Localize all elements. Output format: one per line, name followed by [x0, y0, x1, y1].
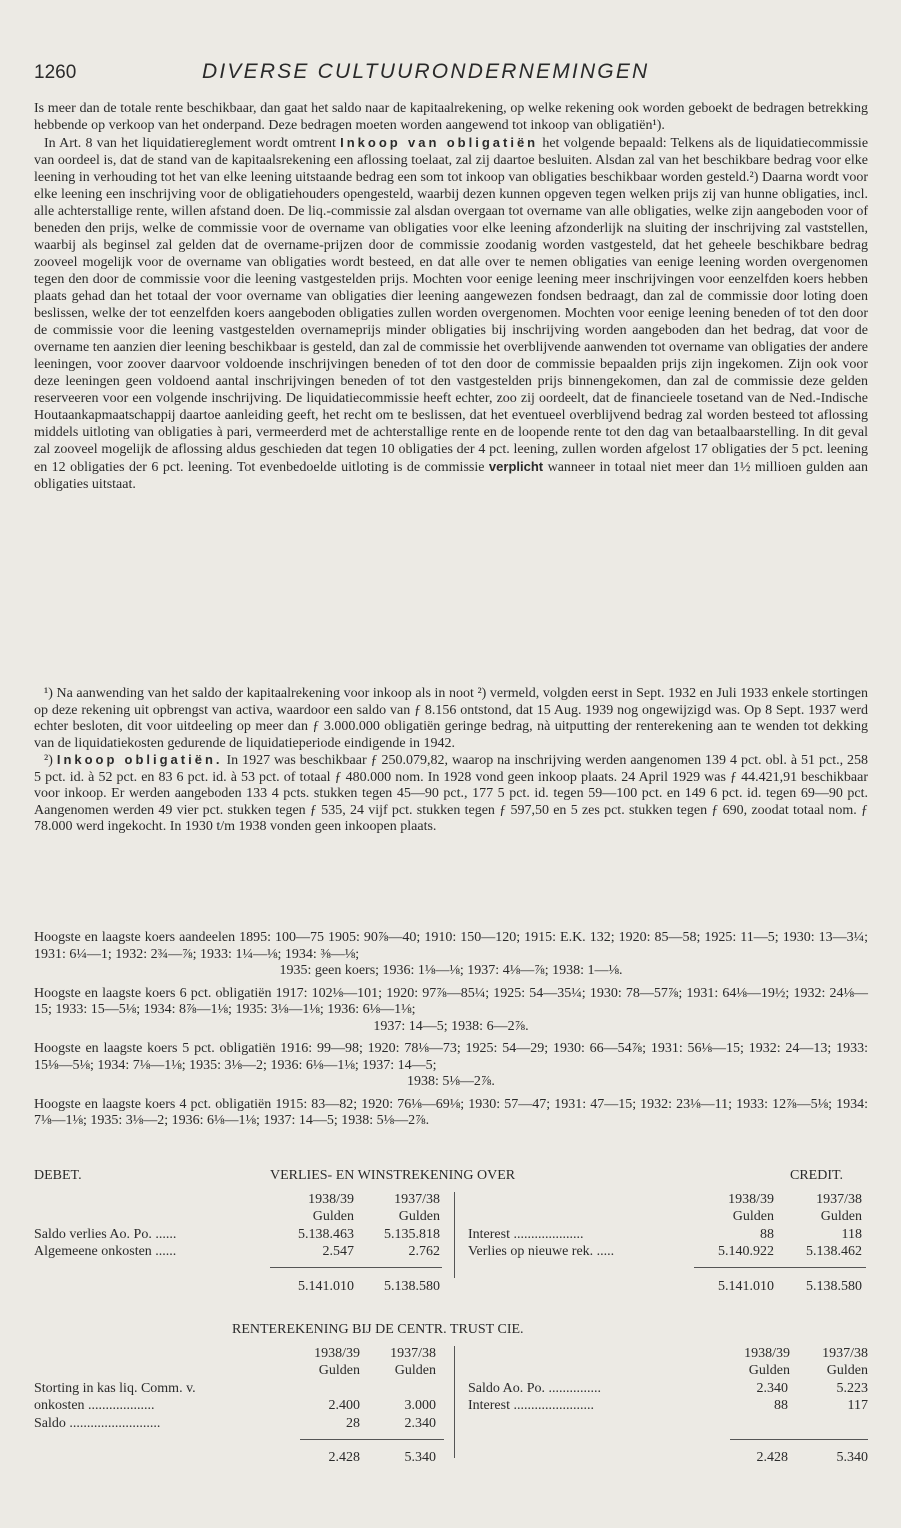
vw-right-col1: 1938/39 [728, 1192, 774, 1207]
rr-left-row-v2: 2.340 [404, 1416, 436, 1431]
vw-right-col2: 1937/38 [816, 1192, 862, 1207]
koers-5pct [34, 1041, 868, 1091]
rr-left-row-v2: 3.000 [404, 1398, 436, 1413]
running-title: DIVERSE CULTUURONDERNEMINGEN [202, 60, 650, 83]
paragraph-2-start: In Art. 8 van het liquidatiereglement wordt omtrent [44, 136, 336, 151]
rr-left-total-v2: 5.340 [404, 1450, 436, 1465]
vw-left-row-v1: 5.138.463 [298, 1227, 354, 1242]
paragraph-2-end: wanneer in totaal niet meer dan 1½ millioen gulden aan obligaties uitstaat. [34, 460, 869, 492]
vw-left-row-v2: 5.135.818 [384, 1227, 440, 1242]
rr-right-row-label: Interest ....................... [468, 1398, 594, 1413]
rr-right-total-v1: 2.428 [756, 1450, 788, 1465]
verlies-winst-table [34, 1168, 868, 1308]
vw-left-row-label: Saldo verlies Ao. Po. ...... [34, 1227, 177, 1242]
rr-divider [454, 1346, 455, 1458]
vw-right-row-v1: 5.140.922 [718, 1244, 774, 1259]
rr-left-row-v1: 2.400 [328, 1398, 360, 1413]
vw-right-total-rule [694, 1267, 866, 1268]
rr-right-total-v2: 5.340 [836, 1450, 868, 1465]
rr-left-row-label: onkosten ................... [34, 1398, 155, 1413]
rr-right-row-v1: 88 [774, 1398, 788, 1413]
vw-right-row-label: Verlies op nieuwe rek. ..... [468, 1244, 615, 1259]
vw-left-row-v1: 2.547 [322, 1244, 354, 1259]
vw-right-row-label: Interest .................... [468, 1227, 584, 1242]
rr-title: RENTEREKENING BIJ DE CENTR. TRUST CIE. [232, 1322, 524, 1337]
koersen-section [34, 930, 868, 1136]
rr-right-row-v1: 2.340 [756, 1381, 788, 1396]
koers-aandeelen-last: 1935: geen koers; 1936: 1⅛—⅛; 1937: 4⅛—⅞; 1938: 1—⅛. [279, 963, 623, 978]
vw-right-row-v1: 88 [760, 1227, 774, 1242]
footnote-2 [34, 752, 868, 836]
paragraph-1: Is meer dan de totale rente beschikbaar, dan gaat het saldo naar de kapitaalrekening, op welke rekening ook worden geboekt de bedragen betrekking hebbende op verkoop van het onderpand. Deze bedragen moeten worden aangewend tot inkoop van obligatiën¹). [34, 101, 868, 133]
vw-right-unit2: Gulden [820, 1209, 862, 1224]
page-header [34, 60, 868, 90]
paragraph-2 [34, 134, 868, 493]
koers-aandeelen-text: Hoogste en laagste koers aandeelen 1895: 100—75 1905: 90⅞—40; 1910: 150—120; 1915: E.K. 132; 1920: 85—58; 1925: 11—5; 1930: 13—3¼; 1931: 6¼—1; 1932: 2¾—⅞; 1933: 1¼—⅛; 1934: ⅜—⅛; [34, 930, 868, 962]
vw-left-unit2: Gulden [398, 1209, 440, 1224]
koers-aandeelen [34, 930, 868, 980]
vw-left-col1: 1938/39 [308, 1192, 354, 1207]
rr-left-total-rule [300, 1439, 444, 1440]
vw-left-row-label: Algemeene onkosten ...... [34, 1244, 177, 1259]
rr-right-row-v2: 5.223 [836, 1381, 868, 1396]
spaced-heading-inkoop: Inkoop van obligatiën [340, 135, 539, 150]
footnote-2-heading: Inkoop obligatiën. [56, 752, 223, 767]
credit-label: CREDIT. [790, 1168, 844, 1183]
main-text [34, 100, 868, 493]
vw-right-unit1: Gulden [732, 1209, 774, 1224]
vw-right-row-v2: 5.138.462 [806, 1244, 862, 1259]
koers-5pct-last: 1938: 5⅛—2⅞. [407, 1074, 495, 1089]
rr-left-row-v1: 28 [346, 1416, 360, 1431]
vw-right-total-v1: 5.141.010 [718, 1279, 774, 1294]
rr-right-col2: 1937/38 [822, 1346, 868, 1361]
vw-left-total-v1: 5.141.010 [298, 1279, 354, 1294]
renterekening-table [34, 1322, 868, 1472]
rr-left-row-label: Storting in kas liq. Comm. v. [34, 1381, 196, 1396]
rr-left-row-label: Saldo .......................... [34, 1416, 161, 1431]
vw-right-total-v2: 5.138.580 [806, 1279, 862, 1294]
koers-6pct [34, 986, 868, 1036]
rr-right-total-rule [730, 1439, 868, 1440]
rr-right-col1: 1938/39 [744, 1346, 790, 1361]
vw-divider [454, 1192, 455, 1278]
koers-6pct-text: Hoogste en laagste koers 6 pct. obligatiën 1917: 102⅛—101; 1920: 97⅞—85¼; 1925: 54—35¼; 1930: 78—57⅞; 1931: 64⅛—19½; 1932: 24⅛—15; 1933: 15—5⅛; 1934: 8⅞—1⅛; 1935: 3⅛—1⅛; 1936: 6⅛—1⅛; [34, 985, 868, 1017]
rr-left-col2: 1937/38 [390, 1346, 436, 1361]
vw-left-row-v2: 2.762 [408, 1244, 440, 1259]
vw-right-row-v2: 118 [841, 1227, 862, 1242]
footnote-2-marker: ²) [44, 753, 53, 768]
rr-left-unit2: Gulden [394, 1363, 436, 1378]
rr-right-unit2: Gulden [826, 1363, 868, 1378]
debet-label: DEBET. [34, 1168, 82, 1183]
paragraph-2-main: het volgende bepaald: Telkens als de liquidatiecommissie van oordeel is, dat de stand van de kapitaalsrekening een aflossing toelaat, zal zij daartoe besluiten. Alsdan zal van het beschikbare bedrag voor elke leening in verhouding tot het van elke leening uitstaande bedrag een som tot inkoop van obligaties beschikbaar worden gesteld.²) Daarna wordt voor elke leening een inschrijving voor de obligatiehouders opengesteld, waarbij dezen kunnen opgeven tegen welken prijs zij van hunne obligaties, incl. alle achterstallige rente, willen afstand doen. De liq.-commissie zal alsdan overgaan tot overname van alle obligaties, welke zijn aangeboden voor of beneden den prijs, welke de commissie voor de overname van obligaties voor elke leening afzonderlijk na sluiting der inschrijving zal vaststellen, waarbij als beginsel zal gelden dat de overname-prijzen door de commissie zoodanig worden vastgesteld, dat het geheele beschikbare bedrag zooveel mogelijk voor de overname van obligaties wordt besteed, en dat alle over te nemen obligaties van eenige leening worden overgenomen tegen den door de commissie voor die leening vastgestelden prijs. Mochten voor eenige leening meer inschrijvingen voor eenzelfden koers hebben plaats gehad dan het totaal der voor overname van obligaties dier leening aangewezen fondsen bedraagt, dan zal de commissie door loting doen beslissen, welke der tot eenzelfden koers aangeboden obligaties zullen worden overgenomen. Mochten voor eenige leening beneden of tot den door de commissie voor die leening vastgestelden overnameprijs minder obligaties bij inschrijving worden aangeboden dan het bedrag, dat voor de overname ten aanzien dier leening beschikbaar is gesteld, dan zal de commissie het overblijvende aanwenden tot overname van obligaties der andere leeningen, voor zoover daarvoor voldoende inschrijvingen beneden of tot den door de commissie bepaalden prijs zijn ingekomen. Zijn ook voor deze leeningen geen voldoend aantal inschrijvingen beneden of tot den vastgestelden prijs binnengekomen, dan zal de commissie deze gelden reserveeren voor een volgende inschrijving. De liquidatiecommissie heeft echter, zoo zij oordeelt, dat de financieele tosetand van de Ned.-Indische Houtaankapmaatschappij daartoe aanleiding geeft, het recht om te beslissen, dat het eventueel overblijvend bedrag zal worden besteed tot aflossing middels uitloting van obligaties à pari, vermeerderd met de achterstallige rente en de loopende rente tot den dag van betaalbaarstelling. In dit geval zal zooveel mogelijk de aflossing aldus geschieden dat tegen 10 obligaties der 4 pct. leening, zullen worden afgelost 17 obligaties der 5 pct. leening en 12 obligaties der 6 pct. leening. Tot evenbedoelde uitloting is de commissie [34, 136, 869, 475]
footnote-2-text: In 1927 was beschikbaar ƒ 250.079,82, waarop na inschrijving werden aangenomen 139 4 pct. obl. à 51 pct., 258 5 pct. id. à 52 pct. en 83 6 pct. id. à 53 pct. of totaal ƒ 480.000 nom. In 1928 vond geen inkoop plaats. 24 April 1929 was ƒ 44.421,91 beschikbaar voor inkoop. Er werden aangeboden 133 4 pcts. stukken tegen 45—90 pct., 177 5 pct. id. tegen 59—100 pct. en 149 6 pct. id. tegen 69—90 pct. Aangenomen werden 49 vier pct. stukken tegen ƒ 535, 24 vijf pct. stukken tegen ƒ 597,50 en 5 zes pct. stukken tegen ƒ 690, zoodat totaal nom. ƒ 78.000 werd ingekocht. In 1930 t/m 1938 vonden geen inkoopen plaats. [34, 753, 869, 834]
page-number: 1260 [34, 62, 77, 83]
koers-5pct-text: Hoogste en laagste koers 5 pct. obligatiën 1916: 99—98; 1920: 78⅛—73; 1925: 54—29; 1930: 66—54⅞; 1931: 56⅛—15; 1932: 24—13; 1933: 15⅛—5⅛; 1934: 7⅛—1⅛; 1935: 3⅛—2; 1936: 6⅛—1⅛; 1937: 14—5; [34, 1041, 868, 1073]
koers-4pct: Hoogste en laagste koers 4 pct. obligatiën 1915: 83—82; 1920: 76⅛—69⅛; 1930: 57—47; 1931: 47—15; 1932: 23⅛—11; 1933: 12⅞—5⅛; 1934: 7⅛—1⅛; 1935: 3⅛—2; 1936: 6⅛—1⅛; 1937: 14—5; 1938: 5⅛—2⅞. [34, 1096, 868, 1128]
rr-right-row-v2: 117 [847, 1398, 868, 1413]
rr-right-unit1: Gulden [748, 1363, 790, 1378]
rr-left-total-v1: 2.428 [328, 1450, 360, 1465]
rr-left-col1: 1938/39 [314, 1346, 360, 1361]
rr-left-unit1: Gulden [318, 1363, 360, 1378]
vw-left-total-v2: 5.138.580 [384, 1279, 440, 1294]
footnote-1: ¹) Na aanwending van het saldo der kapitaalrekening voor inkoop als in noot ²) vermeld, volgden eerst in Sept. 1932 en Juli 1933 enkele stortingen op deze rekening uit opbrengst van activa, waardoor een saldo van ƒ 8.156 ontstond, dat 15 Aug. 1939 nog ongewijzigd was. Op 8 Sept. 1937 werd echter besloten, dit voor uitdeeling op meer dan ƒ 3.000.000 obligatiën geringe bedrag, nà uitputting der renterekening aan te wenden tot dekking van de liquidatiekosten gedurende de liquidatieperiode eindigende in 1942. [34, 686, 868, 751]
koers-6pct-last: 1937: 14—5; 1938: 6—2⅞. [373, 1018, 529, 1034]
vw-left-total-rule [270, 1267, 442, 1268]
rr-right-row-label: Saldo Ao. Po. ............... [468, 1381, 602, 1396]
footnotes [34, 686, 868, 836]
bold-verplicht: verplicht [488, 459, 544, 474]
vw-left-col2: 1937/38 [394, 1192, 440, 1207]
vw-title: VERLIES- EN WINSTREKENING OVER [270, 1168, 516, 1183]
vw-left-unit1: Gulden [312, 1209, 354, 1224]
